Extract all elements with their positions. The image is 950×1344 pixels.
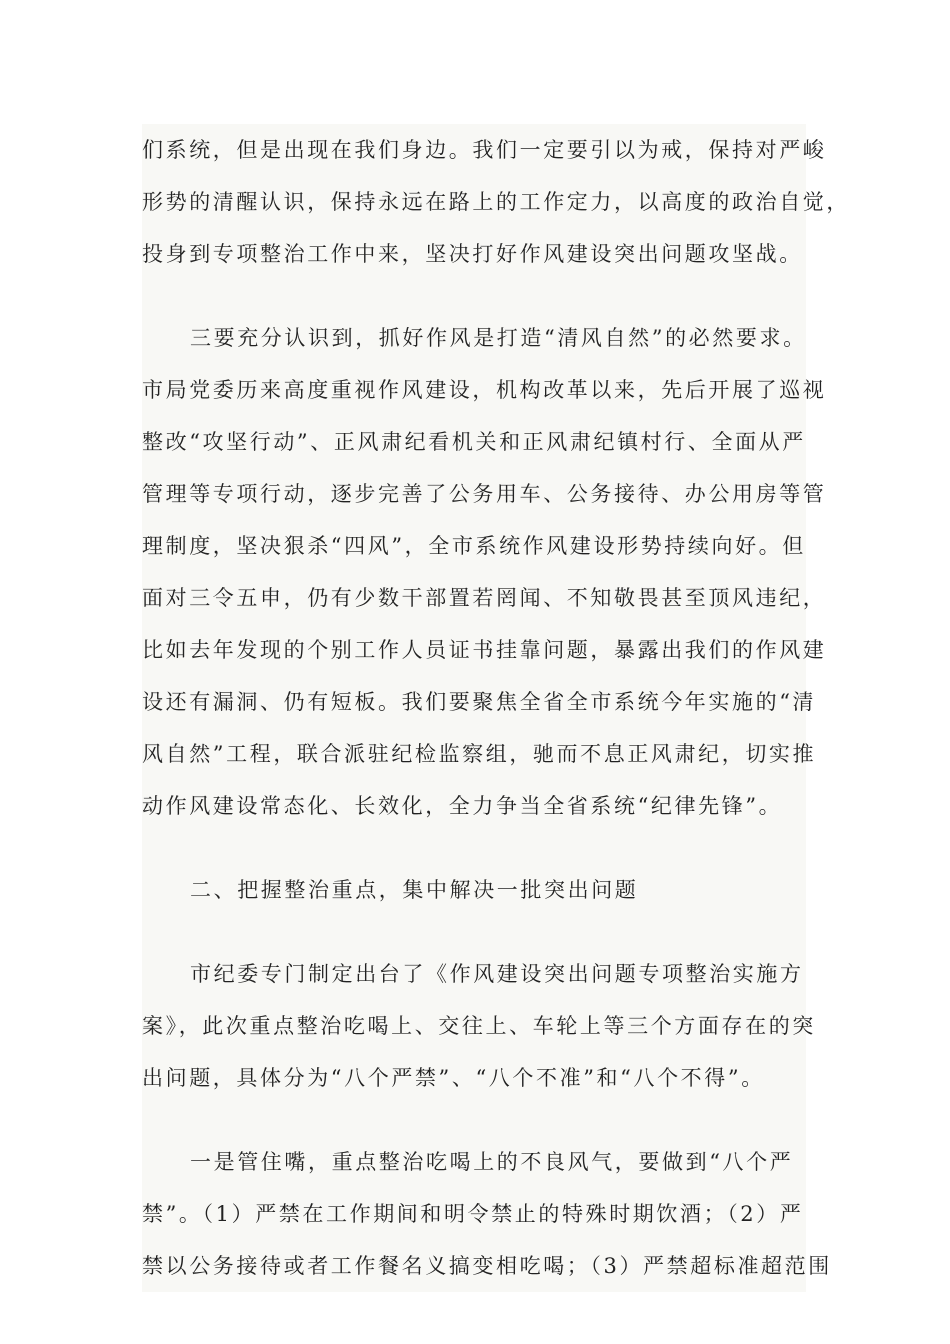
- section-heading: [142, 864, 806, 916]
- text-line: 市局党委历来高度重视作风建设，机构改革以来，先后开展了巡视: [142, 378, 827, 402]
- text-line: 们系统，但是出现在我们身边。我们一定要引以为戒，保持对严峻: [142, 138, 827, 162]
- text-line: 案》，此次重点整治吃喝上、交往上、车轮上等三个方面存在的突: [142, 1014, 816, 1038]
- text-line: 投身到专项整治工作中来，坚决打好作风建设突出问题攻坚战。: [142, 242, 803, 266]
- text-line: 比如去年发现的个别工作人员证书挂靠问题，暴露出我们的作风建: [142, 638, 827, 662]
- text-line: 禁”。（1）严禁在工作期间和明令禁止的特殊时期饮酒；（2）严: [142, 1202, 804, 1226]
- text-line: 三要充分认识到，抓好作风是打造“清风自然”的必然要求。: [190, 326, 807, 350]
- text-line: 动作风建设常态化、长效化，全力争当全省系统“纪律先锋”。: [142, 794, 783, 818]
- text-line: 出问题，具体分为“八个严禁”、“八个不准”和“八个不得”。: [142, 1066, 765, 1090]
- text-line: 风自然”工程，联合派驻纪检监察组，驰而不息正风肃纪，切实推: [142, 742, 817, 766]
- text-line: 二、把握整治重点，集中解决一批突出问题: [190, 878, 639, 902]
- text-line: 形势的清醒认识，保持永远在路上的工作定力，以高度的政治自觉，: [142, 190, 850, 214]
- paragraph-1: [142, 124, 850, 280]
- text-line: 管理等专项行动，逐步完善了公务用车、公务接待、办公用房等管: [142, 482, 827, 506]
- text-line: 一是管住嘴，重点整治吃喝上的不良风气，要做到“八个严: [190, 1150, 794, 1174]
- text-line: 理制度，坚决狠杀“四风”，全市系统作风建设形势持续向好。但: [142, 534, 806, 558]
- text-line: 设还有漏洞、仍有短板。我们要聚焦全省全市系统今年实施的“清: [142, 690, 817, 714]
- text-line: 整改“攻坚行动”、正风肃纪看机关和正风肃纪镇村行、全面从严: [142, 430, 806, 454]
- text-line: 市纪委专门制定出台了《作风建设突出问题专项整治实施方: [190, 962, 804, 986]
- document-body: [142, 124, 850, 1292]
- text-line: 禁以公务接待或者工作餐名义搞变相吃喝；（3）严禁超标准超范围: [142, 1254, 832, 1278]
- paragraph-4: [142, 948, 816, 1104]
- text-line: 面对三令五申，仍有少数干部置若罔闻、不知敬畏甚至顶风违纪，: [142, 586, 827, 610]
- paragraph-2: [142, 312, 827, 832]
- paragraph-5: [142, 1136, 832, 1292]
